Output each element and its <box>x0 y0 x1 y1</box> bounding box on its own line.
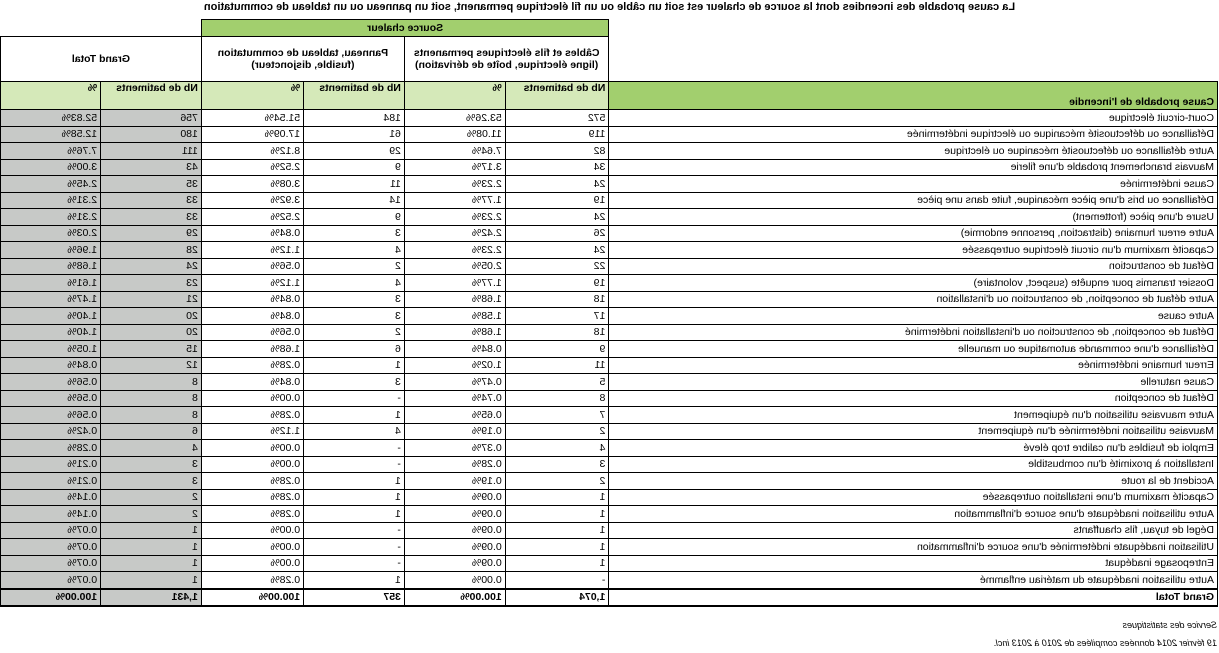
total-pct-cell: 1.96% <box>1 242 101 259</box>
panneau-pct-cell: 0.00% <box>201 539 303 556</box>
panneau-pct-cell: 1.12% <box>201 275 303 292</box>
cause-cell: Autre défaillance ou défectuosité mécanique ou électrique <box>609 143 1218 160</box>
cables-nb-cell: - <box>505 572 609 589</box>
grand-total-row <box>1 589 1218 607</box>
cause-cell: Cause naturelle <box>609 374 1218 391</box>
cause-cell: Utilisation inadéquate indéterminée d'une source d'inflammation <box>609 539 1218 556</box>
cables-nb-cell: 3 <box>505 456 609 473</box>
table-row <box>1 555 1218 572</box>
cause-cell: Mauvaise utilisation indéterminée d'un équipement <box>609 423 1218 440</box>
cause-cell: Défaut de conception, de construction ou d'installation indéterminé <box>609 324 1218 341</box>
panneau-pct-cell: 0.00% <box>201 522 303 539</box>
table-row <box>1 225 1218 242</box>
total-nb-cell: 20 <box>101 308 202 325</box>
total-pct-cell: 2.31% <box>1 209 101 226</box>
cables-nb-cell: 17 <box>505 308 609 325</box>
footer-date-note: 19 février 2014 données compilées de 2010 à 2013 incl. <box>993 638 1217 648</box>
cables-pct-cell: 1.77% <box>404 275 505 292</box>
cables-nb-cell: 19 <box>505 275 609 292</box>
panneau-nb-cell: 2 <box>304 324 405 341</box>
grand-total-panneau-nb-cell: 357 <box>304 589 405 607</box>
cables-pct-cell: 0.65% <box>404 407 505 424</box>
total-nb-cell: 28 <box>101 242 202 259</box>
cause-cell: Usure d'une pièce (frottement) <box>609 209 1218 226</box>
panneau-pct-cell: 0.56% <box>201 258 303 275</box>
table-row <box>1 159 1218 176</box>
panneau-pct-cell: 0.00% <box>201 390 303 407</box>
total-nb-cell: 33 <box>101 209 202 226</box>
cables-nb-cell: 26 <box>505 225 609 242</box>
total-pct-cell: 0.07% <box>1 539 101 556</box>
total-nb-cell: 35 <box>101 176 202 193</box>
total-nb-cell: 756 <box>101 110 202 127</box>
panneau-pct-cell: 0.28% <box>201 407 303 424</box>
table-row <box>1 192 1218 209</box>
panneau-pct-cell: 0.84% <box>201 291 303 308</box>
total-nb-cell: 33 <box>101 192 202 209</box>
panneau-nb-cell: 3 <box>304 225 405 242</box>
cause-cell: Accident de la route <box>609 473 1218 490</box>
panneau-nb-cell: - <box>304 539 405 556</box>
total-pct-cell: 1.47% <box>1 291 101 308</box>
cables-nb-cell: 9 <box>505 341 609 358</box>
panneau-nb-cell: 3 <box>304 308 405 325</box>
total-nb-cell: 1 <box>101 522 202 539</box>
table-row <box>1 456 1218 473</box>
cables-nb-cell: 22 <box>505 258 609 275</box>
panneau-pct-cell: 0.56% <box>201 324 303 341</box>
total-pct-cell: 0.56% <box>1 407 101 424</box>
cables-nb-cell: 24 <box>505 242 609 259</box>
total-pct-cell: 1.40% <box>1 324 101 341</box>
cables-pct-cell: 0.09% <box>404 555 505 572</box>
cables-pct-cell: 1.58% <box>404 308 505 325</box>
panneau-nb-cell: - <box>304 522 405 539</box>
panneau-pct-cell: 3.92% <box>201 192 303 209</box>
panneau-column-header: Panneau, tableau de commutation (fusible, disjoncteur) <box>201 37 404 82</box>
total-nb-cell: 1 <box>101 539 202 556</box>
table-row <box>1 143 1218 160</box>
panneau-nb-cell: 3 <box>304 291 405 308</box>
panneau-nb-cell: 4 <box>304 275 405 292</box>
total-pct-cell: 1.40% <box>1 308 101 325</box>
cables-pct-cell: 0.19% <box>404 423 505 440</box>
total-pct-cell: 1.68% <box>1 258 101 275</box>
panneau-nb-cell: - <box>304 456 405 473</box>
panneau-nb-cell: - <box>304 555 405 572</box>
panneau-pct-cell: 8.12% <box>201 143 303 160</box>
cables-nb-cell: 1 <box>505 522 609 539</box>
panneau-pct-cell: 17.09% <box>201 126 303 143</box>
cables-nb-cell: 572 <box>505 110 609 127</box>
total-nb-cell: 4 <box>101 440 202 457</box>
cause-cell: Autre utilisation inadéquate du matériau enflammé <box>609 572 1218 589</box>
total-pct-cell: 3.00% <box>1 159 101 176</box>
panneau-pct-cell: 2.52% <box>201 209 303 226</box>
total-nb-cell: 111 <box>101 143 202 160</box>
panneau-nb-cell: 1 <box>304 572 405 589</box>
total-nb-cell: 1 <box>101 555 202 572</box>
total-pct-cell: 0.56% <box>1 374 101 391</box>
panneau-pct-cell: 51.54% <box>201 110 303 127</box>
total-nb-cell: 3 <box>101 456 202 473</box>
total-nb-cell: 2 <box>101 506 202 523</box>
panneau-nb-cell: 4 <box>304 242 405 259</box>
cause-cell: Défaillance ou bris d'une pièce mécanique, fuite dans une pièce <box>609 192 1218 209</box>
panneau-pct-cell: 0.84% <box>201 225 303 242</box>
cables-pct-cell: 53.26% <box>404 110 505 127</box>
total-pct-cell: 1.05% <box>1 341 101 358</box>
cables-pct-cell: 0.37% <box>404 440 505 457</box>
table-row <box>1 374 1218 391</box>
cables-pct-cell: 2.23% <box>404 176 505 193</box>
cables-nb-cell: 11 <box>505 357 609 374</box>
cause-cell: Défaut de conception <box>609 390 1218 407</box>
panneau-nb-cell: 61 <box>304 126 405 143</box>
cause-cell: Entreposage inadéquat <box>609 555 1218 572</box>
grand-total-cause-cell: Grand Total <box>609 589 1218 607</box>
panneau-pct-cell: 0.00% <box>201 440 303 457</box>
cables-pct-cell: 0.84% <box>404 341 505 358</box>
fire-cause-table <box>0 19 1218 607</box>
cables-pct-header: % <box>404 82 505 110</box>
table-row <box>1 176 1218 193</box>
cables-pct-cell: 0.09% <box>404 539 505 556</box>
cables-nb-cell: 119 <box>505 126 609 143</box>
panneau-pct-cell: 0.00% <box>201 555 303 572</box>
panneau-pct-cell: 0.28% <box>201 489 303 506</box>
cables-pct-cell: 2.23% <box>404 209 505 226</box>
panneau-nb-cell: - <box>304 440 405 457</box>
total-pct-cell: 2.31% <box>1 192 101 209</box>
cables-nb-cell: 1 <box>505 555 609 572</box>
cables-nb-cell: 24 <box>505 209 609 226</box>
table-row <box>1 423 1218 440</box>
cause-cell: Défaut de construction <box>609 258 1218 275</box>
total-nb-cell: 12 <box>101 357 202 374</box>
cables-pct-cell: 0.00% <box>404 572 505 589</box>
panneau-nb-header: Nb de batiments <box>304 82 405 110</box>
panneau-pct-cell: 3.08% <box>201 176 303 193</box>
cause-cell: Autre défaut de conception, de construction ou d'installation <box>609 291 1218 308</box>
panneau-pct-cell: 1.68% <box>201 341 303 358</box>
cables-pct-cell: 2.23% <box>404 242 505 259</box>
cables-pct-cell: 0.74% <box>404 390 505 407</box>
cause-column-header: Cause probable de l'incendie <box>609 82 1218 110</box>
cables-pct-cell: 0.28% <box>404 456 505 473</box>
cause-cell: Installation à proximité d'un combustible <box>609 456 1218 473</box>
cables-pct-cell: 1.77% <box>404 192 505 209</box>
total-pct-cell: 0.42% <box>1 423 101 440</box>
panneau-nb-cell: 1 <box>304 506 405 523</box>
total-nb-cell: 20 <box>101 324 202 341</box>
cables-pct-cell: 0.47% <box>404 374 505 391</box>
total-nb-cell: 24 <box>101 258 202 275</box>
cables-pct-cell: 7.64% <box>404 143 505 160</box>
cause-cell: Dossier transmis pour enquête (suspect, volontaire) <box>609 275 1218 292</box>
cables-nb-cell: 1 <box>505 539 609 556</box>
panneau-nb-cell: 9 <box>304 159 405 176</box>
table-row <box>1 324 1218 341</box>
cables-pct-cell: 1.02% <box>404 357 505 374</box>
footer-service: Service des statistiques <box>1122 620 1217 630</box>
cables-nb-cell: 19 <box>505 192 609 209</box>
cables-nb-header: Nb de batiments <box>505 82 609 110</box>
total-pct-cell: 2.03% <box>1 225 101 242</box>
total-nb-cell: 2 <box>101 489 202 506</box>
panneau-nb-cell: 1 <box>304 407 405 424</box>
panneau-nb-cell: 11 <box>304 176 405 193</box>
table-row <box>1 291 1218 308</box>
cause-cell: Emploi de fusibles d'un calibre trop élevé <box>609 440 1218 457</box>
panneau-nb-cell: 3 <box>304 374 405 391</box>
cables-pct-cell: 1.68% <box>404 324 505 341</box>
cause-cell: Autre cause <box>609 308 1218 325</box>
cause-cell: Autre erreur humaine (distraction, personne endormie) <box>609 225 1218 242</box>
cables-pct-cell: 11.08% <box>404 126 505 143</box>
table-row <box>1 209 1218 226</box>
panneau-pct-cell: 1.12% <box>201 242 303 259</box>
total-pct-header: % <box>1 82 101 110</box>
grand-total-cables-nb-cell: 1,074 <box>505 589 609 607</box>
table-row <box>1 390 1218 407</box>
table-row <box>1 539 1218 556</box>
cables-pct-cell: 2.42% <box>404 225 505 242</box>
total-nb-header: Nb de batiments <box>101 82 202 110</box>
cables-nb-cell: 4 <box>505 440 609 457</box>
cause-cell: Capacité maximum d'une installation outrepassée <box>609 489 1218 506</box>
total-nb-cell: 8 <box>101 390 202 407</box>
total-nb-cell: 180 <box>101 126 202 143</box>
panneau-pct-cell: 0.28% <box>201 506 303 523</box>
cables-nb-cell: 2 <box>505 423 609 440</box>
table-row <box>1 506 1218 523</box>
cables-column-header: Câbles et fils électriques permanents (ligne électrique, boîte de dérivation) <box>404 37 608 82</box>
cables-nb-cell: 8 <box>505 390 609 407</box>
cables-nb-cell: 18 <box>505 324 609 341</box>
table-row <box>1 341 1218 358</box>
table-row <box>1 473 1218 490</box>
cause-cell: Dégel de tuyau, fils chauffants <box>609 522 1218 539</box>
cables-nb-cell: 7 <box>505 407 609 424</box>
total-pct-cell: 52.83% <box>1 110 101 127</box>
cables-nb-cell: 18 <box>505 291 609 308</box>
panneau-pct-cell: 1.12% <box>201 423 303 440</box>
panneau-pct-cell: 0.28% <box>201 572 303 589</box>
panneau-nb-cell: 4 <box>304 423 405 440</box>
cables-pct-cell: 3.17% <box>404 159 505 176</box>
total-nb-cell: 3 <box>101 473 202 490</box>
cause-cell: Autre utilisation inadéquate d'une source d'inflammation <box>609 506 1218 523</box>
total-pct-cell: 0.21% <box>1 456 101 473</box>
table-row <box>1 258 1218 275</box>
total-pct-cell: 0.84% <box>1 357 101 374</box>
panneau-nb-cell: 1 <box>304 357 405 374</box>
total-nb-cell: 21 <box>101 291 202 308</box>
cables-nb-cell: 24 <box>505 176 609 193</box>
total-pct-cell: 12.58% <box>1 126 101 143</box>
panneau-nb-cell: 9 <box>304 209 405 226</box>
total-nb-cell: 29 <box>101 225 202 242</box>
panneau-pct-cell: 0.00% <box>201 456 303 473</box>
cause-cell: Cause indéterminée <box>609 176 1218 193</box>
total-pct-cell: 0.56% <box>1 390 101 407</box>
table-row <box>1 357 1218 374</box>
panneau-pct-cell: 0.84% <box>201 374 303 391</box>
total-pct-cell: 0.07% <box>1 572 101 589</box>
grand-total-column-header: Grand Total <box>1 37 202 82</box>
total-nb-cell: 1 <box>101 572 202 589</box>
total-pct-cell: 7.76% <box>1 143 101 160</box>
cables-nb-cell: 82 <box>505 143 609 160</box>
total-pct-cell: 0.28% <box>1 440 101 457</box>
cause-cell: Erreur humaine indéterminée <box>609 357 1218 374</box>
total-pct-cell: 1.61% <box>1 275 101 292</box>
panneau-nb-cell: 184 <box>304 110 405 127</box>
cables-nb-cell: 5 <box>505 374 609 391</box>
cables-pct-cell: 1.68% <box>404 291 505 308</box>
cause-cell: Autre mauvaise utilisation d'un équipement <box>609 407 1218 424</box>
cause-cell: Défaillance ou défectuosité mécanique ou électrique indéterminée <box>609 126 1218 143</box>
total-nb-cell: 15 <box>101 341 202 358</box>
total-pct-cell: 0.07% <box>1 555 101 572</box>
cause-cell: Court-circuit électrique <box>609 110 1218 127</box>
cause-cell: Défaillance d'une commande automatique ou manuelle <box>609 341 1218 358</box>
cables-pct-cell: 0.09% <box>404 489 505 506</box>
table-row <box>1 275 1218 292</box>
cables-pct-cell: 0.09% <box>404 506 505 523</box>
total-pct-cell: 0.07% <box>1 522 101 539</box>
total-pct-cell: 2.45% <box>1 176 101 193</box>
total-nb-cell: 6 <box>101 423 202 440</box>
total-nb-cell: 8 <box>101 374 202 391</box>
table-row <box>1 242 1218 259</box>
panneau-nb-cell: 1 <box>304 473 405 490</box>
total-pct-cell: 0.14% <box>1 506 101 523</box>
panneau-nb-cell: 29 <box>304 143 405 160</box>
grand-total-cables-pct-cell: 100.00% <box>404 589 505 607</box>
cause-cell: Mauvais branchement probable d'une filerie <box>609 159 1218 176</box>
table-row <box>1 489 1218 506</box>
grand-total-panneau-pct-cell: 100.00% <box>201 589 303 607</box>
panneau-pct-cell: 0.28% <box>201 473 303 490</box>
cables-pct-cell: 0.09% <box>404 522 505 539</box>
total-pct-cell: 0.21% <box>1 473 101 490</box>
table-row <box>1 110 1218 127</box>
source-chaleur-header: Source chaleur <box>201 20 609 37</box>
table-row <box>1 440 1218 457</box>
table-row <box>1 572 1218 589</box>
panneau-nb-cell: 1 <box>304 489 405 506</box>
panneau-nb-cell: 6 <box>304 341 405 358</box>
cables-nb-cell: 1 <box>505 506 609 523</box>
cause-cell: Capacité maximum d'un circuit électrique outrepassée <box>609 242 1218 259</box>
cables-nb-cell: 1 <box>505 489 609 506</box>
grand-total-total-pct-cell: 100.00% <box>1 589 101 607</box>
panneau-pct-header: % <box>201 82 303 110</box>
total-nb-cell: 43 <box>101 159 202 176</box>
table-row <box>1 126 1218 143</box>
table-row <box>1 308 1218 325</box>
cables-nb-cell: 34 <box>505 159 609 176</box>
grand-total-total-nb-cell: 1,431 <box>101 589 202 607</box>
panneau-pct-cell: 0.28% <box>201 357 303 374</box>
cables-pct-cell: 0.19% <box>404 473 505 490</box>
cables-pct-cell: 2.05% <box>404 258 505 275</box>
document-title: La cause probable des incendies dont la source de chaleur est soit un câble ou un fil électrique permanent, soit un panneau ou un tableau de commutation <box>203 1 1016 13</box>
panneau-nb-cell: 2 <box>304 258 405 275</box>
panneau-nb-cell: 14 <box>304 192 405 209</box>
table-row <box>1 407 1218 424</box>
cables-nb-cell: 2 <box>505 473 609 490</box>
total-nb-cell: 8 <box>101 407 202 424</box>
panneau-pct-cell: 2.52% <box>201 159 303 176</box>
total-pct-cell: 0.14% <box>1 489 101 506</box>
total-nb-cell: 23 <box>101 275 202 292</box>
table-row <box>1 522 1218 539</box>
panneau-pct-cell: 0.84% <box>201 308 303 325</box>
panneau-nb-cell: - <box>304 390 405 407</box>
